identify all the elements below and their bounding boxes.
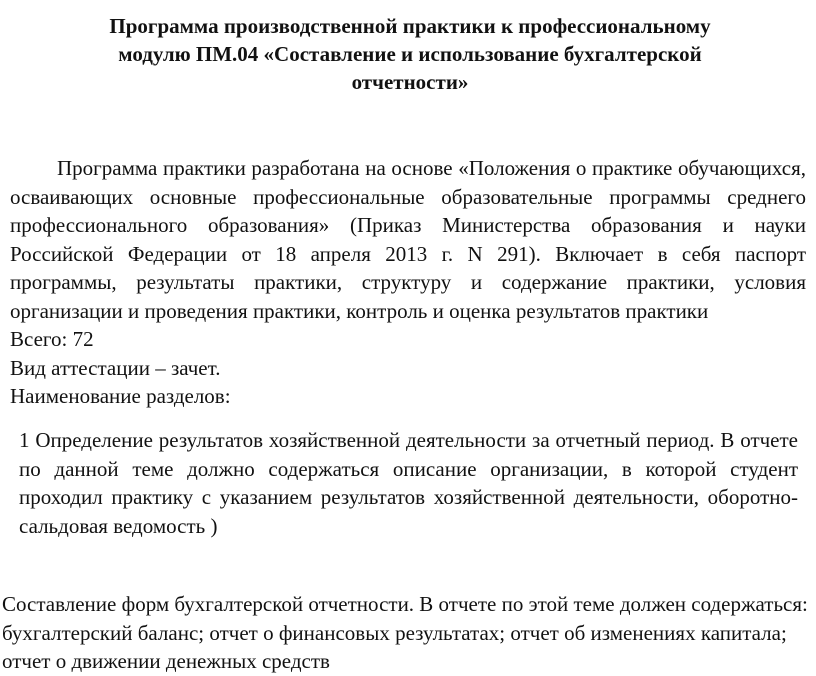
section-item-1 [19, 426, 798, 540]
document-title [40, 12, 780, 96]
intro-paragraph [10, 154, 806, 325]
section-2-text: Составление форм бухгалтерской отчетности. В отчете по этой теме должен содержаться: бухгалтерский баланс; отчет о финансовых результатах; отчет об изменениях капитала; отчет о движении денежных средств [2, 592, 808, 673]
total-hours: Всего: 72 [10, 327, 94, 351]
intro-paragraph-text: Программа практики разработана на основе «Положения о практике обучающихся, осваивающих основные профессиональные образовательные программы среднего профессионального образования» (Приказ Министерства образования и науки Российской Федерации от 18 апреля 2013 г. N 291). Включает в себя паспорт программы, результаты практики, структуру и содержание практики, условия организации и проведения практики, контроль и оценка результатов практики [10, 156, 806, 323]
sections-heading: Наименование разделов: [10, 384, 231, 408]
section-1-text: 1 Определение результатов хозяйственной деятельности за отчетный период. В отчете по данной теме должно содержаться описание организации, в которой студент проходил практику с указанием результатов хозяйственной деятельности, оборотно-сальдовая ведомость ) [19, 428, 798, 538]
title-line-3: отчетности» [351, 70, 469, 94]
attestation-type: Вид аттестации – зачет. [10, 355, 221, 380]
document-body [10, 154, 806, 411]
title-line-1: Программа производственной практики к профессиональному [109, 14, 711, 38]
section-item-2 [2, 590, 812, 676]
title-line-2: модулю ПМ.04 «Составление и использование бухгалтерской [118, 42, 702, 66]
